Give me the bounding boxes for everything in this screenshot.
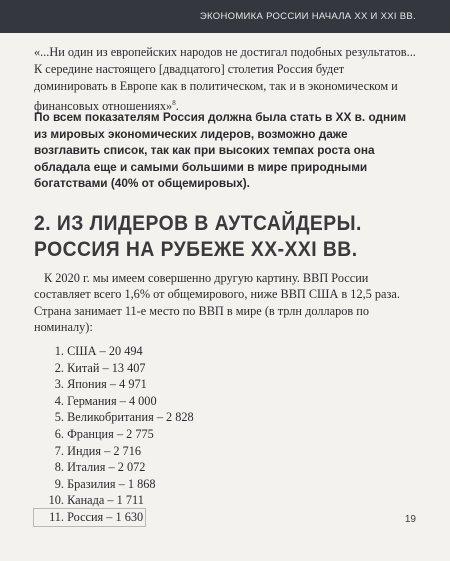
list-item-text: Япония – 4 971 [67, 377, 147, 392]
list-item-text: Канада – 1 711 [67, 493, 144, 508]
list-item-text: Франция – 2 775 [67, 426, 154, 441]
list-item-number: 10. [48, 493, 64, 508]
list-item-number: 4. [54, 393, 64, 408]
section-heading [34, 211, 402, 263]
list-item-text: Великобритания – 2 828 [67, 410, 194, 425]
quotation-text: «...Ни один из европейских народов не достигал подобных результатов... К середине настоящего [двадцатого] столетия Россия будет доминировать в Европе как в политическом, так и в экономическом и финансовых отношениях» [34, 45, 416, 114]
list-item-text: Италия – 2 072 [67, 460, 146, 475]
list-item-number: 3. [54, 377, 64, 392]
list-item [34, 343, 234, 360]
list-item [34, 443, 234, 460]
list-item-highlighted [34, 509, 145, 526]
list-item-text: Китай – 13 407 [67, 360, 146, 375]
list-item [34, 393, 234, 410]
list-item-text: Германия – 4 000 [67, 393, 157, 408]
list-item-number: 11. [49, 509, 64, 524]
list-item [34, 409, 234, 426]
section-heading-line-2: РОССИЯ НА РУБЕЖЕ XX-XXI ВВ. [34, 238, 358, 261]
list-item [34, 426, 234, 443]
list-item-number: 1. [54, 344, 64, 358]
footnote-marker[interactable]: 8 [172, 99, 176, 107]
list-item-number: 5. [54, 410, 64, 425]
page-number: 19 [404, 514, 416, 525]
page-header [0, 0, 450, 33]
list-item-number: 6. [54, 426, 64, 441]
list-item-text: Индия – 2 716 [67, 443, 141, 458]
list-item [34, 459, 234, 476]
running-header-title: ЭКОНОМИКА РОССИИ НАЧАЛА XX И XXI ВВ. [199, 11, 416, 22]
list-item [34, 476, 234, 493]
list-item-number: 7. [54, 443, 64, 458]
list-item-number: 2. [54, 360, 64, 375]
list-item [34, 360, 234, 377]
list-item-text: США – 20 494 [67, 344, 143, 358]
list-item-number: 9. [54, 476, 64, 491]
list-item-text: Россия – 1 630 [67, 509, 144, 524]
list-item-number: 8. [54, 460, 64, 475]
quotation-tail: . [175, 99, 179, 114]
list-item-text: Бразилия – 1 868 [67, 476, 156, 491]
section-heading-line-1: 2. ИЗ ЛИДЕРОВ В АУТСАЙДЕРЫ. [34, 212, 362, 235]
bold-summary-paragraph: По всем показателям Россия должна была стать в XX в. одним из мировых экономических лидеров, возможно даже возглавить список, так как при высоких темпах роста она обладала еще и самыми большими в мире природными богатствами (40% от общемировых). [34, 110, 407, 190]
list-item [34, 376, 234, 393]
gdp-ranking-list [34, 343, 234, 526]
quotation-paragraph [34, 44, 416, 115]
list-item [34, 492, 234, 509]
body-paragraph: К 2020 г. мы имеем совершенно другую картину. ВВП России составляет всего 1,6% от общемирового, ниже ВВП США в 12,5 раза. Страна занимает 11-е место по ВВП в мире (в трлн долларов по номиналу): [34, 271, 400, 335]
